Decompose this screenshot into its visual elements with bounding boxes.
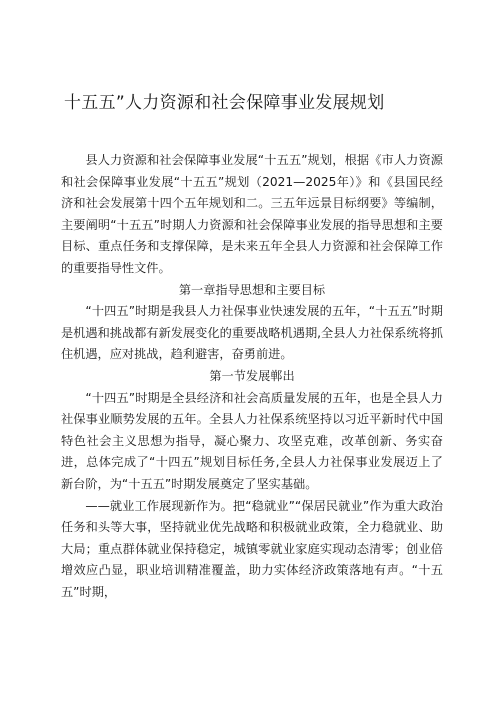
chapter-paragraph: “十四五”时期是我县人力社保事业快速发展的五年，“十五五”时期是机遇和挑战都有新发展变化的重要战略机遇期,全县人力社保系统将抓住机遇，应对挑战，趋利避害，奋勇前进。: [61, 304, 443, 362]
document-body: [61, 150, 443, 603]
employment-paragraph: ——就业工作展现新作为。把“稳就业”“保居民就业”作为重大政治任务和头等大事，坚持就业优先战略和积极就业政策，全力稳就业、助大局；重点群体就业保持稳定，城镇零就业家庭实现动态清零；创业倍增效应凸显，职业培训精准覆盖，助力实体经济政策落地有声。“十五五”时期，: [61, 498, 443, 599]
intro-paragraph: 县人力资源和社会保障事业发展“十五五”规划，根据《市人力资源和社会保障事业发展“十五五”规划（2021—2025年）》和《县国民经济和社会发展第十四个五年规划和二。三五年远景目标纲要》等编制，主要阐明“十五五”时期人力资源和社会保障事业发展的指导思想和主要目标、重点任务和支撑保障，是未来五年全县人力资源和社会保障工作的重要指导性文件。: [61, 153, 443, 275]
document-title: 十五五”人力资源和社会保障事业发展规划: [64, 93, 385, 113]
section-heading: 第一节发展郸出: [209, 368, 295, 383]
section-paragraph: “十四五”时期是全县经济和社会高质量发展的五年，也是全县人力社保事业顺势发展的五年。全县人力社保系统坚持以习近平新时代中国特色社会主义思想为指导，凝心聚力、攻坚克难，改革创新、务实奋进，总体完成了“十四五”规划目标任务,全县人力社保事业发展迈上了新台阶，为“十五五”时期发展奠定了坚实基础。: [61, 390, 443, 491]
chapter-heading: 第一章指导思想和主要目标: [178, 282, 326, 297]
